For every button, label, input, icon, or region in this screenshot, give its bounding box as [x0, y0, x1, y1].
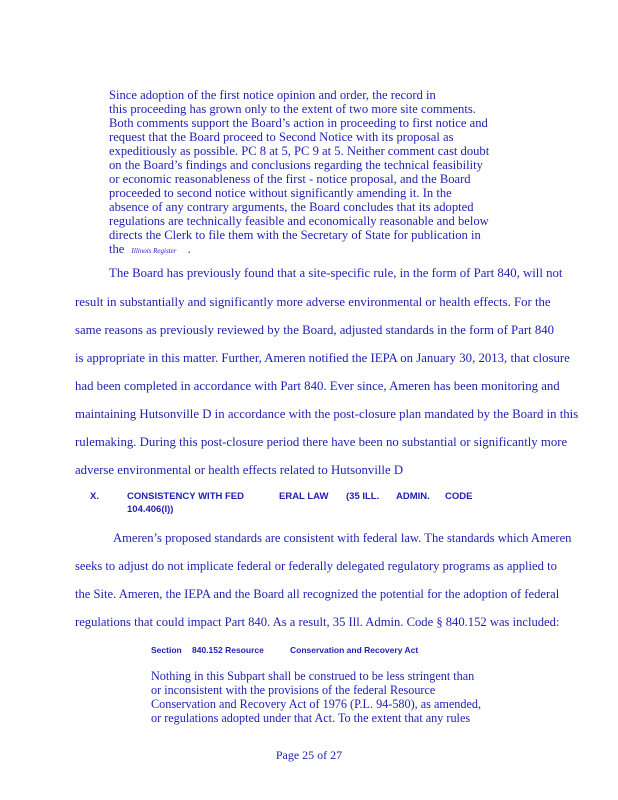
- heading-text: CONSISTENCY WITH FED: [127, 491, 244, 502]
- text-line: seeks to adjust do not implicate federal or federally delegated regulatory programs as applied to: [75, 559, 557, 573]
- text-the: the: [109, 242, 125, 256]
- heading-text: CODE: [445, 491, 473, 502]
- text-line: absence of any contrary arguments, the Board concludes that its adopted: [109, 200, 474, 214]
- text-line: or inconsistent with the provisions of the federal Resource: [151, 683, 436, 697]
- heading-text: (35 ILL.: [346, 491, 380, 502]
- cite-section-label: Section: [151, 645, 182, 655]
- cite-section-title: Conservation and Recovery Act: [290, 645, 419, 655]
- text-line: regulations are technically feasible and economically reasonable and below: [109, 214, 489, 228]
- text-line: adverse environmental or health effects related to Hutsonville D: [75, 463, 404, 477]
- heading-text: ERAL LAW: [279, 491, 329, 502]
- text-line: the Site. Ameren, the IEPA and the Board all recognized the potential for the adoption of federal: [75, 587, 560, 601]
- text-line: request that the Board proceed to Second Notice with its proposal as: [109, 130, 454, 144]
- cite-section-number: 840.152 Resource: [192, 645, 264, 655]
- text-line: Since adoption of the first notice opinion and order, the record in: [109, 88, 436, 102]
- heading-text: ADMIN.: [396, 491, 430, 502]
- page-number: Page 25 of 27: [275, 748, 343, 762]
- heading-number: X.: [90, 491, 99, 502]
- text-line: Conservation and Recovery Act of 1976 (P.L. 94-580), as amended,: [151, 697, 482, 711]
- text-line: [109, 242, 191, 258]
- text-line: proceeded to second notice without significantly amending it. In the: [109, 186, 452, 200]
- text-line: result in substantially and significantly more adverse environmental or health effects. For the: [75, 295, 551, 309]
- text-line: same reasons as previously reviewed by the Board, adjusted standards in the form of Part 840: [75, 323, 555, 337]
- text-line: rulemaking. During this post-closure period there have been no substantial or significantly more: [75, 435, 568, 449]
- text-line: directs the Clerk to file them with the Secretary of State for publication in: [109, 228, 481, 242]
- text-line: is appropriate in this matter. Further, Ameren notified the IEPA on January 30, 2013, that closure: [75, 351, 570, 365]
- text-line: Nothing in this Subpart shall be construed to be less stringent than: [151, 669, 475, 683]
- heading-citation: 104.406(I)): [127, 504, 174, 515]
- text-line: expeditiously as possible. PC 8 at 5, PC 9 at 5. Neither comment cast doubt: [109, 144, 490, 158]
- text-line: maintaining Hutsonville D in accordance with the post-closure plan mandated by the Board in this: [75, 407, 579, 421]
- text-line: The Board has previously found that a site-specific rule, in the form of Part 840, will not: [109, 266, 563, 280]
- text-line: had been completed in accordance with Part 840. Ever since, Ameren has been monitoring and: [75, 379, 560, 393]
- text-line: on the Board’s findings and conclusions regarding the technical feasibility: [109, 158, 483, 172]
- text-line: Ameren’s proposed standards are consistent with federal law. The standards which Ameren: [113, 531, 572, 545]
- text-line: or regulations adopted under that Act. To the extent that any rules: [151, 711, 471, 725]
- text-line: this proceeding has grown only to the extent of two more site comments.: [109, 102, 476, 116]
- text-line: regulations that could impact Part 840. As a result, 35 Ill. Admin. Code § 840.152 was included:: [75, 615, 560, 629]
- period: .: [187, 242, 191, 256]
- text-line: or economic reasonableness of the first - notice proposal, and the Board: [109, 172, 471, 186]
- cited-section-header: [0, 645, 618, 659]
- section-heading: [0, 491, 618, 521]
- text-line: Both comments support the Board’s action in proceeding to first notice and: [109, 116, 488, 130]
- illinois-register-citation: Illinois Register: [131, 247, 177, 255]
